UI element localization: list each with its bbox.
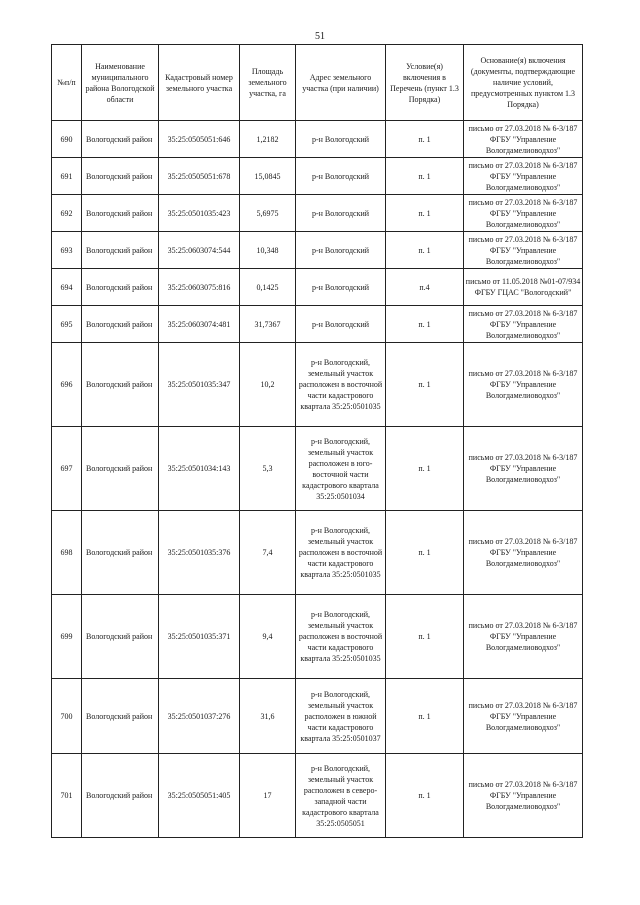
cell-district: Вологодский район: [82, 269, 159, 306]
cell-district: Вологодский район: [82, 511, 159, 595]
cell-address: р-н Вологодский: [296, 232, 386, 269]
cell-num: 700: [52, 679, 82, 754]
cell-condition: п.4: [386, 269, 464, 306]
cell-num: 690: [52, 121, 82, 158]
table-row: [52, 511, 583, 595]
cell-num: 698: [52, 511, 82, 595]
table-row: [52, 343, 583, 427]
cell-basis: письмо от 11.05.2018 №01-07/934 ФГБУ ГЦАС "Вологодский": [464, 269, 583, 306]
table-row: [52, 679, 583, 754]
cell-district: Вологодский район: [82, 158, 159, 195]
table-row: [52, 754, 583, 838]
cell-num: 693: [52, 232, 82, 269]
cell-address: р-н Вологодский: [296, 306, 386, 343]
table-row: [52, 121, 583, 158]
table-body: [52, 121, 583, 838]
cell-district: Вологодский район: [82, 121, 159, 158]
cell-condition: п. 1: [386, 306, 464, 343]
cell-cadastral: 35:25:0501035:423: [159, 195, 240, 232]
cell-district: Вологодский район: [82, 306, 159, 343]
cell-address: р-н Вологодский: [296, 158, 386, 195]
cell-basis: письмо от 27.03.2018 № 6-3/187 ФГБУ "Управление Вологдамелиоводхоз": [464, 754, 583, 838]
cell-area: 15,0845: [240, 158, 296, 195]
cell-basis: письмо от 27.03.2018 № 6-3/187 ФГБУ "Управление Вологдамелиоводхоз": [464, 232, 583, 269]
table-row: [52, 232, 583, 269]
cell-condition: п. 1: [386, 195, 464, 232]
cell-condition: п. 1: [386, 679, 464, 754]
cell-address: р-н Вологодский, земельный участок расположен в восточной части кадастрового квартала 35:25:0501035: [296, 595, 386, 679]
header-area: Площадь земельного участка, га: [240, 45, 296, 121]
table-row: [52, 595, 583, 679]
cell-condition: п. 1: [386, 511, 464, 595]
cell-condition: п. 1: [386, 754, 464, 838]
header-district: Наименование муниципального района Вологодской области: [82, 45, 159, 121]
cell-area: 31,6: [240, 679, 296, 754]
header-address: Адрес земельного участка (при наличии): [296, 45, 386, 121]
cell-basis: письмо от 27.03.2018 № 6-3/187 ФГБУ "Управление Вологдамелиоводхоз": [464, 511, 583, 595]
cell-condition: п. 1: [386, 121, 464, 158]
cell-cadastral: 35:25:0505051:646: [159, 121, 240, 158]
cell-num: 697: [52, 427, 82, 511]
cell-basis: письмо от 27.03.2018 № 6-3/187 ФГБУ "Управление Вологдамелиоводхоз": [464, 306, 583, 343]
cell-district: Вологодский район: [82, 232, 159, 269]
cell-area: 0,1425: [240, 269, 296, 306]
cell-area: 10,2: [240, 343, 296, 427]
cell-address: р-н Вологодский, земельный участок расположен в восточной части кадастрового квартала 35:25:0501035: [296, 511, 386, 595]
cell-cadastral: 35:25:0501034:143: [159, 427, 240, 511]
cell-num: 695: [52, 306, 82, 343]
cell-basis: письмо от 27.03.2018 № 6-3/187 ФГБУ "Управление Вологдамелиоводхоз": [464, 679, 583, 754]
cell-area: 5,6975: [240, 195, 296, 232]
header-condition: Условие(я) включения в Перечень (пункт 1.3 Порядка): [386, 45, 464, 121]
cell-cadastral: 35:25:0501037:276: [159, 679, 240, 754]
table-row: [52, 269, 583, 306]
cell-district: Вологодский район: [82, 195, 159, 232]
page-number: 51: [315, 31, 325, 42]
cell-area: 5,3: [240, 427, 296, 511]
cell-basis: письмо от 27.03.2018 № 6-3/187 ФГБУ "Управление Вологдамелиоводхоз": [464, 343, 583, 427]
cell-address: р-н Вологодский, земельный участок расположен в юго-восточной части кадастрового квартала 35:25:0501034: [296, 427, 386, 511]
cell-area: 17: [240, 754, 296, 838]
cell-district: Вологодский район: [82, 754, 159, 838]
cell-basis: письмо от 27.03.2018 № 6-3/187 ФГБУ "Управление Вологдамелиоводхоз": [464, 121, 583, 158]
cell-condition: п. 1: [386, 158, 464, 195]
cell-condition: п. 1: [386, 595, 464, 679]
cell-basis: письмо от 27.03.2018 № 6-3/187 ФГБУ "Управление Вологдамелиоводхоз": [464, 195, 583, 232]
header-basis: Основание(я) включения (документы, подтверждающие наличие условий, предусмотренных пунктом 1.3 Порядка): [464, 45, 583, 121]
cell-cadastral: 35:25:0603074:544: [159, 232, 240, 269]
cell-area: 1,2182: [240, 121, 296, 158]
header-row: [52, 45, 583, 121]
cell-cadastral: 35:25:0603074:481: [159, 306, 240, 343]
cell-basis: письмо от 27.03.2018 № 6-3/187 ФГБУ "Управление Вологдамелиоводхоз": [464, 158, 583, 195]
cell-num: 699: [52, 595, 82, 679]
cell-address: р-н Вологодский, земельный участок расположен в восточной части кадастрового квартала 35:25:0501035: [296, 343, 386, 427]
cell-num: 696: [52, 343, 82, 427]
cell-area: 7,4: [240, 511, 296, 595]
cell-district: Вологодский район: [82, 343, 159, 427]
cell-condition: п. 1: [386, 343, 464, 427]
cell-district: Вологодский район: [82, 595, 159, 679]
cell-num: 694: [52, 269, 82, 306]
cell-num: 692: [52, 195, 82, 232]
cell-area: 31,7367: [240, 306, 296, 343]
cell-condition: п. 1: [386, 232, 464, 269]
table-row: [52, 158, 583, 195]
cell-cadastral: 35:25:0603075:816: [159, 269, 240, 306]
cell-address: р-н Вологодский: [296, 195, 386, 232]
cell-cadastral: 35:25:0501035:376: [159, 511, 240, 595]
cell-area: 10,348: [240, 232, 296, 269]
cell-basis: письмо от 27.03.2018 № 6-3/187 ФГБУ "Управление Вологдамелиоводхоз": [464, 595, 583, 679]
table-row: [52, 306, 583, 343]
cell-cadastral: 35:25:0501035:347: [159, 343, 240, 427]
header-num: №п/п: [52, 45, 82, 121]
cell-num: 691: [52, 158, 82, 195]
land-plots-table: [51, 44, 583, 838]
cell-condition: п. 1: [386, 427, 464, 511]
header-cadastral: Кадастровый номер земельного участка: [159, 45, 240, 121]
cell-cadastral: 35:25:0505051:405: [159, 754, 240, 838]
cell-district: Вологодский район: [82, 679, 159, 754]
cell-address: р-н Вологодский, земельный участок расположен в северо-западной части кадастрового квартала 35:25:0505051: [296, 754, 386, 838]
cell-district: Вологодский район: [82, 427, 159, 511]
table-row: [52, 195, 583, 232]
table-row: [52, 427, 583, 511]
cell-cadastral: 35:25:0505051:678: [159, 158, 240, 195]
cell-address: р-н Вологодский, земельный участок расположен в южной части кадастрового квартала 35:25:0501037: [296, 679, 386, 754]
cell-address: р-н Вологодский: [296, 269, 386, 306]
cell-address: р-н Вологодский: [296, 121, 386, 158]
cell-basis: письмо от 27.03.2018 № 6-3/187 ФГБУ "Управление Вологдамелиоводхоз": [464, 427, 583, 511]
cell-cadastral: 35:25:0501035:371: [159, 595, 240, 679]
cell-num: 701: [52, 754, 82, 838]
cell-area: 9,4: [240, 595, 296, 679]
